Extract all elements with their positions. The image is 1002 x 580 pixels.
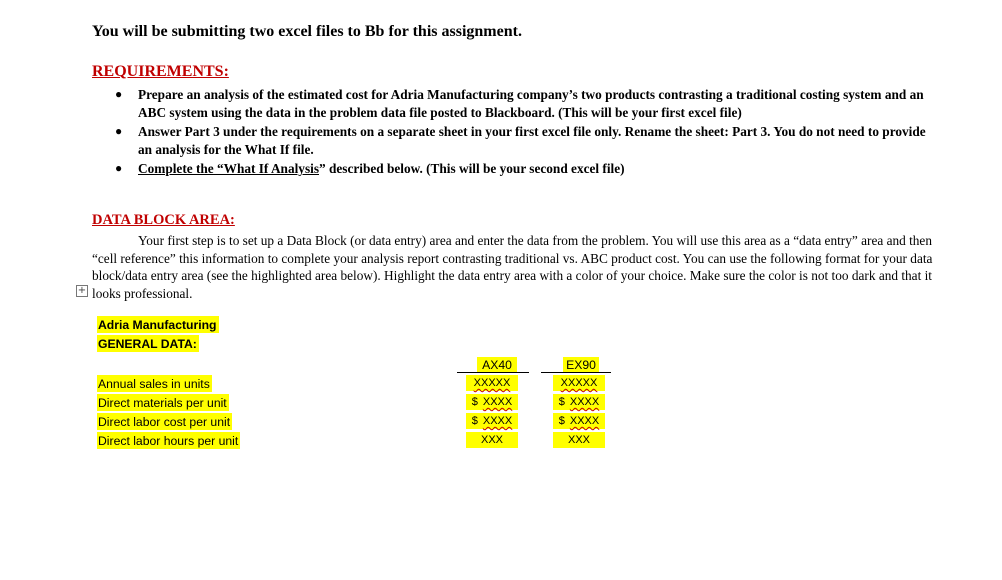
requirement-text: Answer Part 3 under the requirements on a separate sheet in your first excel file only. Rename the sheet: Part 3. You do not need to provide an analysis for the What If file. [138, 124, 926, 157]
list-item [115, 86, 937, 121]
bullet-icon: ● [115, 87, 123, 101]
ex90-cell [553, 394, 605, 410]
ax40-cell [466, 432, 518, 448]
currency-symbol: $ [471, 415, 478, 427]
requirements-list [115, 86, 937, 180]
company-name-cell: Adria Manufacturing [98, 318, 217, 332]
table-move-handle-icon[interactable]: + [77, 285, 87, 296]
column-header-ex90: EX90 [563, 357, 599, 373]
value-text: XXXXX [560, 377, 598, 389]
requirement-text: Prepare an analysis of the estimated cost for Adria Manufacturing company’s two products contrasting a traditional costing system and an ABC system using the data in the problem data file posted to Blackboard. (This will be your first excel file) [138, 87, 924, 120]
value-text: XXXX [482, 415, 513, 427]
list-item [115, 160, 937, 178]
ax40-cell [466, 394, 518, 410]
value-text: XXXXX [473, 377, 511, 389]
bullet-icon: ● [115, 124, 123, 139]
currency-symbol: $ [558, 415, 565, 427]
intro-line: You will be submitting two excel files to Bb for this assignment. [92, 23, 522, 40]
general-data-cell: GENERAL DATA: [98, 337, 197, 351]
row-label: Direct materials per unit [98, 396, 227, 410]
row-label: Annual sales in units [98, 377, 210, 391]
ax40-cell [466, 375, 518, 391]
bullet-icon: ● [115, 161, 123, 176]
data-block-heading: DATA BLOCK AREA: [92, 212, 235, 228]
value-text: XXXX [569, 415, 600, 427]
value-text: XXXX [569, 396, 600, 408]
requirement-text: ” described below. (This will be your second excel file) [319, 161, 625, 177]
value-text: XXX [567, 434, 590, 446]
ex90-cell [553, 375, 605, 391]
value-text: XXXX [482, 396, 513, 408]
column-underline [541, 372, 611, 373]
currency-symbol: $ [558, 396, 565, 408]
data-block-paragraph-text: Your first step is to set up a Data Block (or data entry) area and enter the data from the problem. You will use this area as a “data entry” area and then “cell reference” this information to complete your analysis report contrasting traditional vs. ABC product cost. You can use the following format for your data block/data entry area (see the highlighted area below). Highlight the data entry area with a color of your choice. Make sure the color is not too dark and that it looks professional. [92, 233, 933, 301]
value-text: XXX [480, 434, 503, 446]
requirement-underlined-text: Complete the “What If Analysis [138, 161, 319, 177]
list-item [115, 123, 937, 158]
row-label: Direct labor cost per unit [98, 415, 231, 429]
column-header-ax40: AX40 [477, 357, 517, 373]
column-underline [457, 372, 529, 373]
requirements-heading: REQUIREMENTS: [92, 63, 229, 80]
currency-symbol: $ [471, 396, 478, 408]
ex90-cell [553, 413, 605, 429]
ex90-cell [553, 432, 605, 448]
data-block-paragraph [92, 232, 942, 302]
row-label: Direct labor hours per unit [98, 434, 239, 448]
ax40-cell [466, 413, 518, 429]
